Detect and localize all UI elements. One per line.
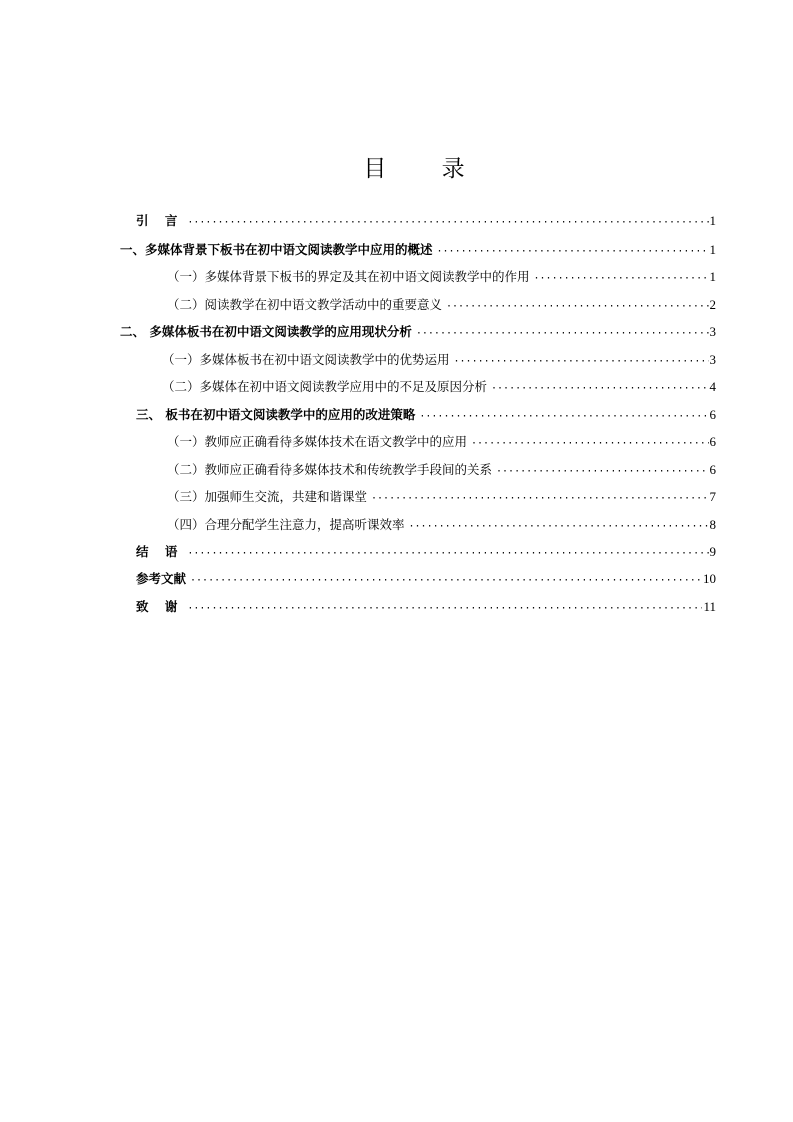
page-title: 目 录: [363, 156, 489, 182]
toc-entry-page: 1: [709, 213, 716, 228]
dot-leader: [416, 328, 709, 339]
toc-entry-label: （二）阅读教学在初中语文教学活动中的重要意义: [167, 297, 443, 312]
dot-leader: [496, 466, 708, 477]
toc-entry-label: 致 谢: [136, 599, 184, 614]
toc-entry-page: 2: [709, 297, 716, 312]
toc-entry-page: 1: [709, 242, 716, 257]
toc-entry-page: 7: [709, 489, 716, 504]
toc-entry-label: （四）合理分配学生注意力，提高听课效率: [167, 517, 405, 532]
toc-entry-page: 10: [703, 571, 716, 586]
toc-entry-references[interactable]: [136, 569, 716, 589]
toc-entry-label: 结 语: [136, 544, 184, 559]
toc-entry-page: 6: [709, 462, 716, 477]
toc-entry-acknowledgements[interactable]: [136, 597, 716, 617]
dot-leader: [534, 273, 709, 284]
toc-entry-label: 二、 多媒体板书在初中语文阅读教学的应用现状分析: [120, 324, 412, 339]
dot-leader: [371, 493, 708, 504]
dot-leader: [491, 383, 708, 394]
toc-entry-page: 4: [709, 379, 716, 394]
toc-entry-section-3-2[interactable]: [167, 460, 716, 480]
toc-entry-section-1-1[interactable]: [167, 267, 716, 287]
toc-entry-section-3[interactable]: [136, 405, 716, 425]
toc-entry-section-2[interactable]: [120, 322, 716, 342]
toc-entry-label: 参考文献: [136, 571, 187, 586]
toc-entry-label: （一）多媒体背景下板书的界定及其在初中语文阅读教学中的作用: [167, 269, 530, 284]
toc-entry-section-2-1[interactable]: [162, 350, 716, 370]
toc-entry-page: 3: [709, 352, 716, 367]
toc-entry-page: 1: [709, 269, 716, 284]
dot-leader: [187, 603, 702, 614]
toc-entry-label: （一）教师应正确看待多媒体技术在语文教学中的应用: [167, 434, 468, 449]
dot-leader: [187, 217, 708, 228]
toc-entry-section-3-4[interactable]: [167, 515, 716, 535]
toc-entry-label: （一）多媒体板书在初中语文阅读教学中的优势运用: [162, 352, 450, 367]
toc-entry-section-3-1[interactable]: [167, 432, 716, 452]
toc-entry-label: （二）多媒体在初中语文阅读教学应用中的不足及原因分析: [162, 379, 488, 394]
toc-entry-section-3-3[interactable]: [167, 487, 716, 507]
toc-entry-section-1-2[interactable]: [167, 295, 716, 315]
toc-entry-section-2-2[interactable]: [162, 377, 716, 397]
toc-entry-label: 一、多媒体背景下板书在初中语文阅读教学中应用的概述: [120, 242, 433, 257]
toc-entry-page: 3: [709, 324, 716, 339]
dot-leader: [190, 575, 702, 586]
toc-entry-conclusion[interactable]: [136, 542, 716, 562]
toc-entry-label: 三、 板书在初中语文阅读教学中的应用的改进策略: [136, 407, 416, 422]
toc-entry-page: 9: [709, 544, 716, 559]
toc-entry-label: 引 言: [136, 213, 184, 228]
toc-entry-page: 8: [709, 517, 716, 532]
toc-entry-label: （三）加强师生交流，共建和谐课堂: [167, 489, 368, 504]
dot-leader: [446, 301, 708, 312]
toc-entry-introduction[interactable]: [136, 211, 716, 231]
toc-entry-page: 6: [709, 434, 716, 449]
dot-leader: [471, 438, 708, 449]
dot-leader: [454, 356, 709, 367]
dot-leader: [187, 548, 708, 559]
dot-leader: [419, 411, 708, 422]
dot-leader: [409, 521, 709, 532]
toc-entry-section-1[interactable]: [120, 240, 716, 260]
dot-leader: [437, 246, 709, 257]
toc-entry-label: （二）教师应正确看待多媒体技术和传统教学手段间的关系: [167, 462, 493, 477]
toc-entry-page: 11: [703, 599, 716, 614]
toc-entry-page: 6: [709, 407, 716, 422]
